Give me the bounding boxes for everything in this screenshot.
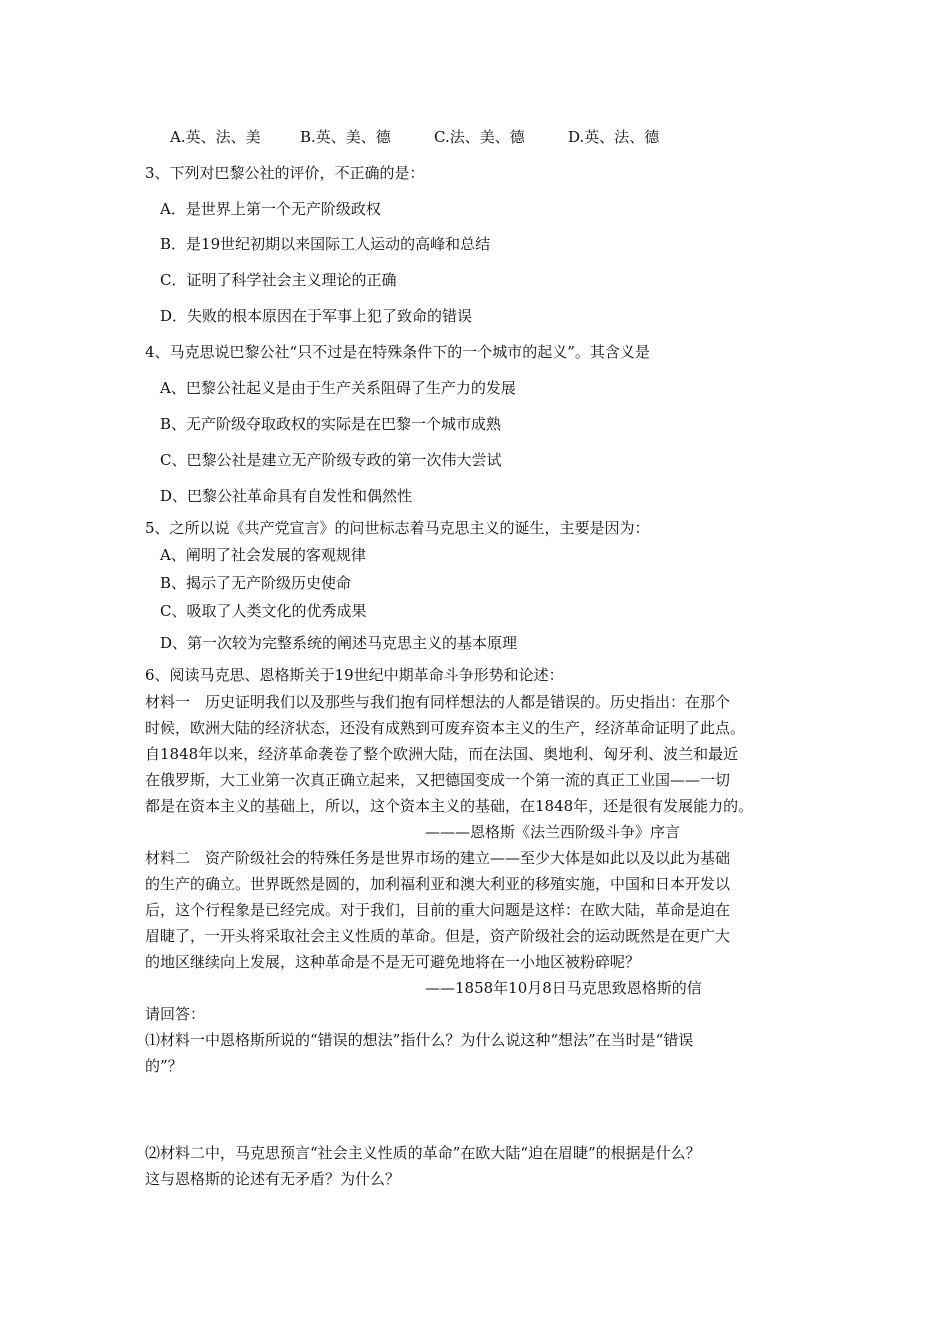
material2-line: 眉睫了，一开头将采取社会主义性质的革命。但是，资产阶级社会的运动既然是在更广大: [145, 927, 731, 945]
q3-option-b: B．是19世纪初期以来国际工人运动的高峰和总结: [160, 235, 491, 253]
q4-option-a: A、巴黎公社起义是由于生产关系阻碍了生产力的发展: [160, 379, 516, 397]
q3-option-c: C．证明了科学社会主义理论的正确: [160, 271, 397, 289]
q2-option-c: C.法、美、德: [434, 128, 525, 146]
material1-line: 自1848年以来，经济革命袭卷了整个欧洲大陆，而在法国、奥地利、匈牙利、波兰和最近: [145, 745, 739, 763]
material2-line: 的地区继续向上发展，这种革命是不是无可避免地将在一小地区被粉碎呢？: [145, 953, 641, 971]
q5-stem: 5、之所以说《共产党宣言》的问世标志着马克思主义的诞生，主要是因为：: [145, 519, 650, 537]
material1-line: 都是在资本主义的基础上，所以，这个资本主义的基础，在1848年，还是很有发展能力的。: [145, 797, 754, 815]
q6-stem: 6、阅读马克思、恩格斯关于19世纪中期革命斗争形势和论述：: [145, 666, 564, 684]
material2-line: 后，这个行程象是已经完成。对于我们，目前的重大问题是这样：在欧大陆，革命是迫在: [145, 901, 731, 919]
material1-source: ———恩格斯《法兰西阶级斗争》序言: [425, 823, 681, 841]
material2-source: ——1858年10月8日马克思致恩格斯的信: [425, 979, 702, 997]
sub-question-2-cont: 这与恩格斯的论述有无矛盾？为什么？: [145, 1170, 401, 1188]
q5-option-a: A、阐明了社会发展的客观规律: [160, 546, 366, 564]
q2-option-d: D.英、法、德: [568, 128, 660, 146]
sub-question-1-cont: 的”？: [145, 1057, 183, 1075]
q5-option-b: B、揭示了无产阶级历史使命: [160, 574, 352, 592]
sub-question-1: ⑴材料一中恩格斯所说的“错误的想法”指什么？为什么说这种“想法”在当时是“错误: [145, 1031, 694, 1049]
q5-option-c: C、吸取了人类文化的优秀成果: [160, 602, 367, 620]
q4-option-b: B、无产阶级夺取政权的实际是在巴黎一个城市成熟: [160, 415, 502, 433]
answer-prompt: 请回答：: [145, 1005, 206, 1023]
sub-question-2: ⑵材料二中，马克思预言“社会主义性质的革命”在欧大陆“迫在眉睫”的根据是什么？: [145, 1144, 701, 1162]
q5-option-d: D、第一次较为完整系统的阐述马克思主义的基本原理: [160, 634, 518, 652]
q3-option-a: A．是世界上第一个无产阶级政权: [160, 200, 381, 218]
q3-option-d: D．失败的根本原因在于军事上犯了致命的错误: [160, 307, 473, 325]
q4-option-c: C、巴黎公社是建立无产阶级专政的第一次伟大尝试: [160, 451, 502, 469]
q3-stem: 3、下列对巴黎公社的评价，不正确的是：: [145, 164, 425, 182]
material1-line: 时候，欧洲大陆的经济状态，还没有成熟到可废弃资本主义的生产，经济革命证明了此点。: [145, 719, 746, 737]
material1-line: 材料一 历史证明我们以及那些与我们抱有同样想法的人都是错误的。历史指出：在那个: [145, 693, 731, 711]
q4-option-d: D、巴黎公社革命具有自发性和偶然性: [160, 487, 413, 505]
material2-line: 的生产的确立。世界既然是圆的，加利福利亚和澳大利亚的移殖实施，中国和日本开发以: [145, 875, 731, 893]
material1-line: 在俄罗斯，大工业第一次真正确立起来，又把德国变成一个第一流的真正工业国——一切: [145, 771, 731, 789]
q4-stem: 4、马克思说巴黎公社“只不过是在特殊条件下的一个城市的起义”。其含义是: [145, 343, 650, 361]
material2-line: 材料二 资产阶级社会的特殊任务是世界市场的建立——至少大体是如此以及以此为基础: [145, 849, 731, 867]
q2-options: [170, 127, 659, 147]
q2-option-b: B.英、美、德: [300, 128, 391, 146]
q2-option-a: A.英、法、美: [170, 128, 261, 146]
